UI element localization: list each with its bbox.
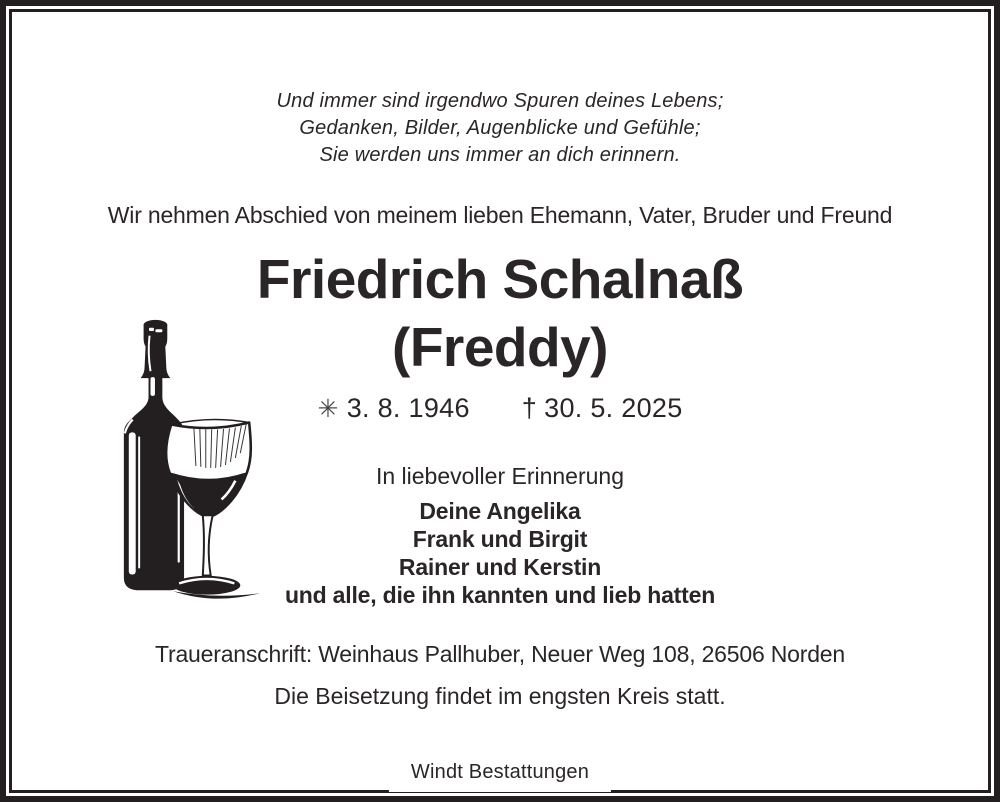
epigraph-line-1: Und immer sind irgendwo Spuren deines Lebens; bbox=[276, 90, 724, 112]
epigraph-line-3: Sie werden uns immer an dich erinnern. bbox=[319, 144, 681, 166]
farewell-line: Wir nehmen Abschied von meinem lieben Ehemann, Vater, Bruder und Freund bbox=[107, 202, 893, 228]
funeral-home-label: Windt Bestattungen bbox=[389, 755, 611, 792]
mourner-line: Rainer und Kerstin bbox=[398, 554, 602, 580]
born-star-icon: ✳ bbox=[317, 394, 339, 423]
mourner-line: Frank und Birgit bbox=[412, 526, 588, 552]
epigraph bbox=[6, 88, 994, 169]
birth-date: 3. 8. 1946 bbox=[346, 393, 470, 423]
deceased-nickname: (Freddy) bbox=[392, 316, 608, 378]
death-date-group bbox=[522, 393, 683, 424]
burial-note: Die Beisetzung findet im engsten Kreis statt. bbox=[274, 683, 726, 709]
death-cross-icon: † bbox=[521, 393, 538, 423]
wine-bottle-and-glass-illustration bbox=[103, 312, 273, 608]
death-date: 30. 5. 2025 bbox=[544, 393, 683, 423]
mourner-line: und alle, die ihn kannten und lieb hatten bbox=[284, 582, 716, 608]
epigraph-line-2: Gedanken, Bilder, Augenblicke und Gefühle; bbox=[299, 117, 701, 139]
mourner-line: Deine Angelika bbox=[419, 498, 581, 524]
remembrance-line: In liebevoller Erinnerung bbox=[375, 463, 625, 489]
mourning-address: Traueranschrift: Weinhaus Pallhuber, Neuer Weg 108, 26506 Norden bbox=[155, 641, 845, 667]
birth-date-group bbox=[317, 393, 469, 424]
deceased-name: Friedrich Schalnaß bbox=[256, 248, 744, 310]
